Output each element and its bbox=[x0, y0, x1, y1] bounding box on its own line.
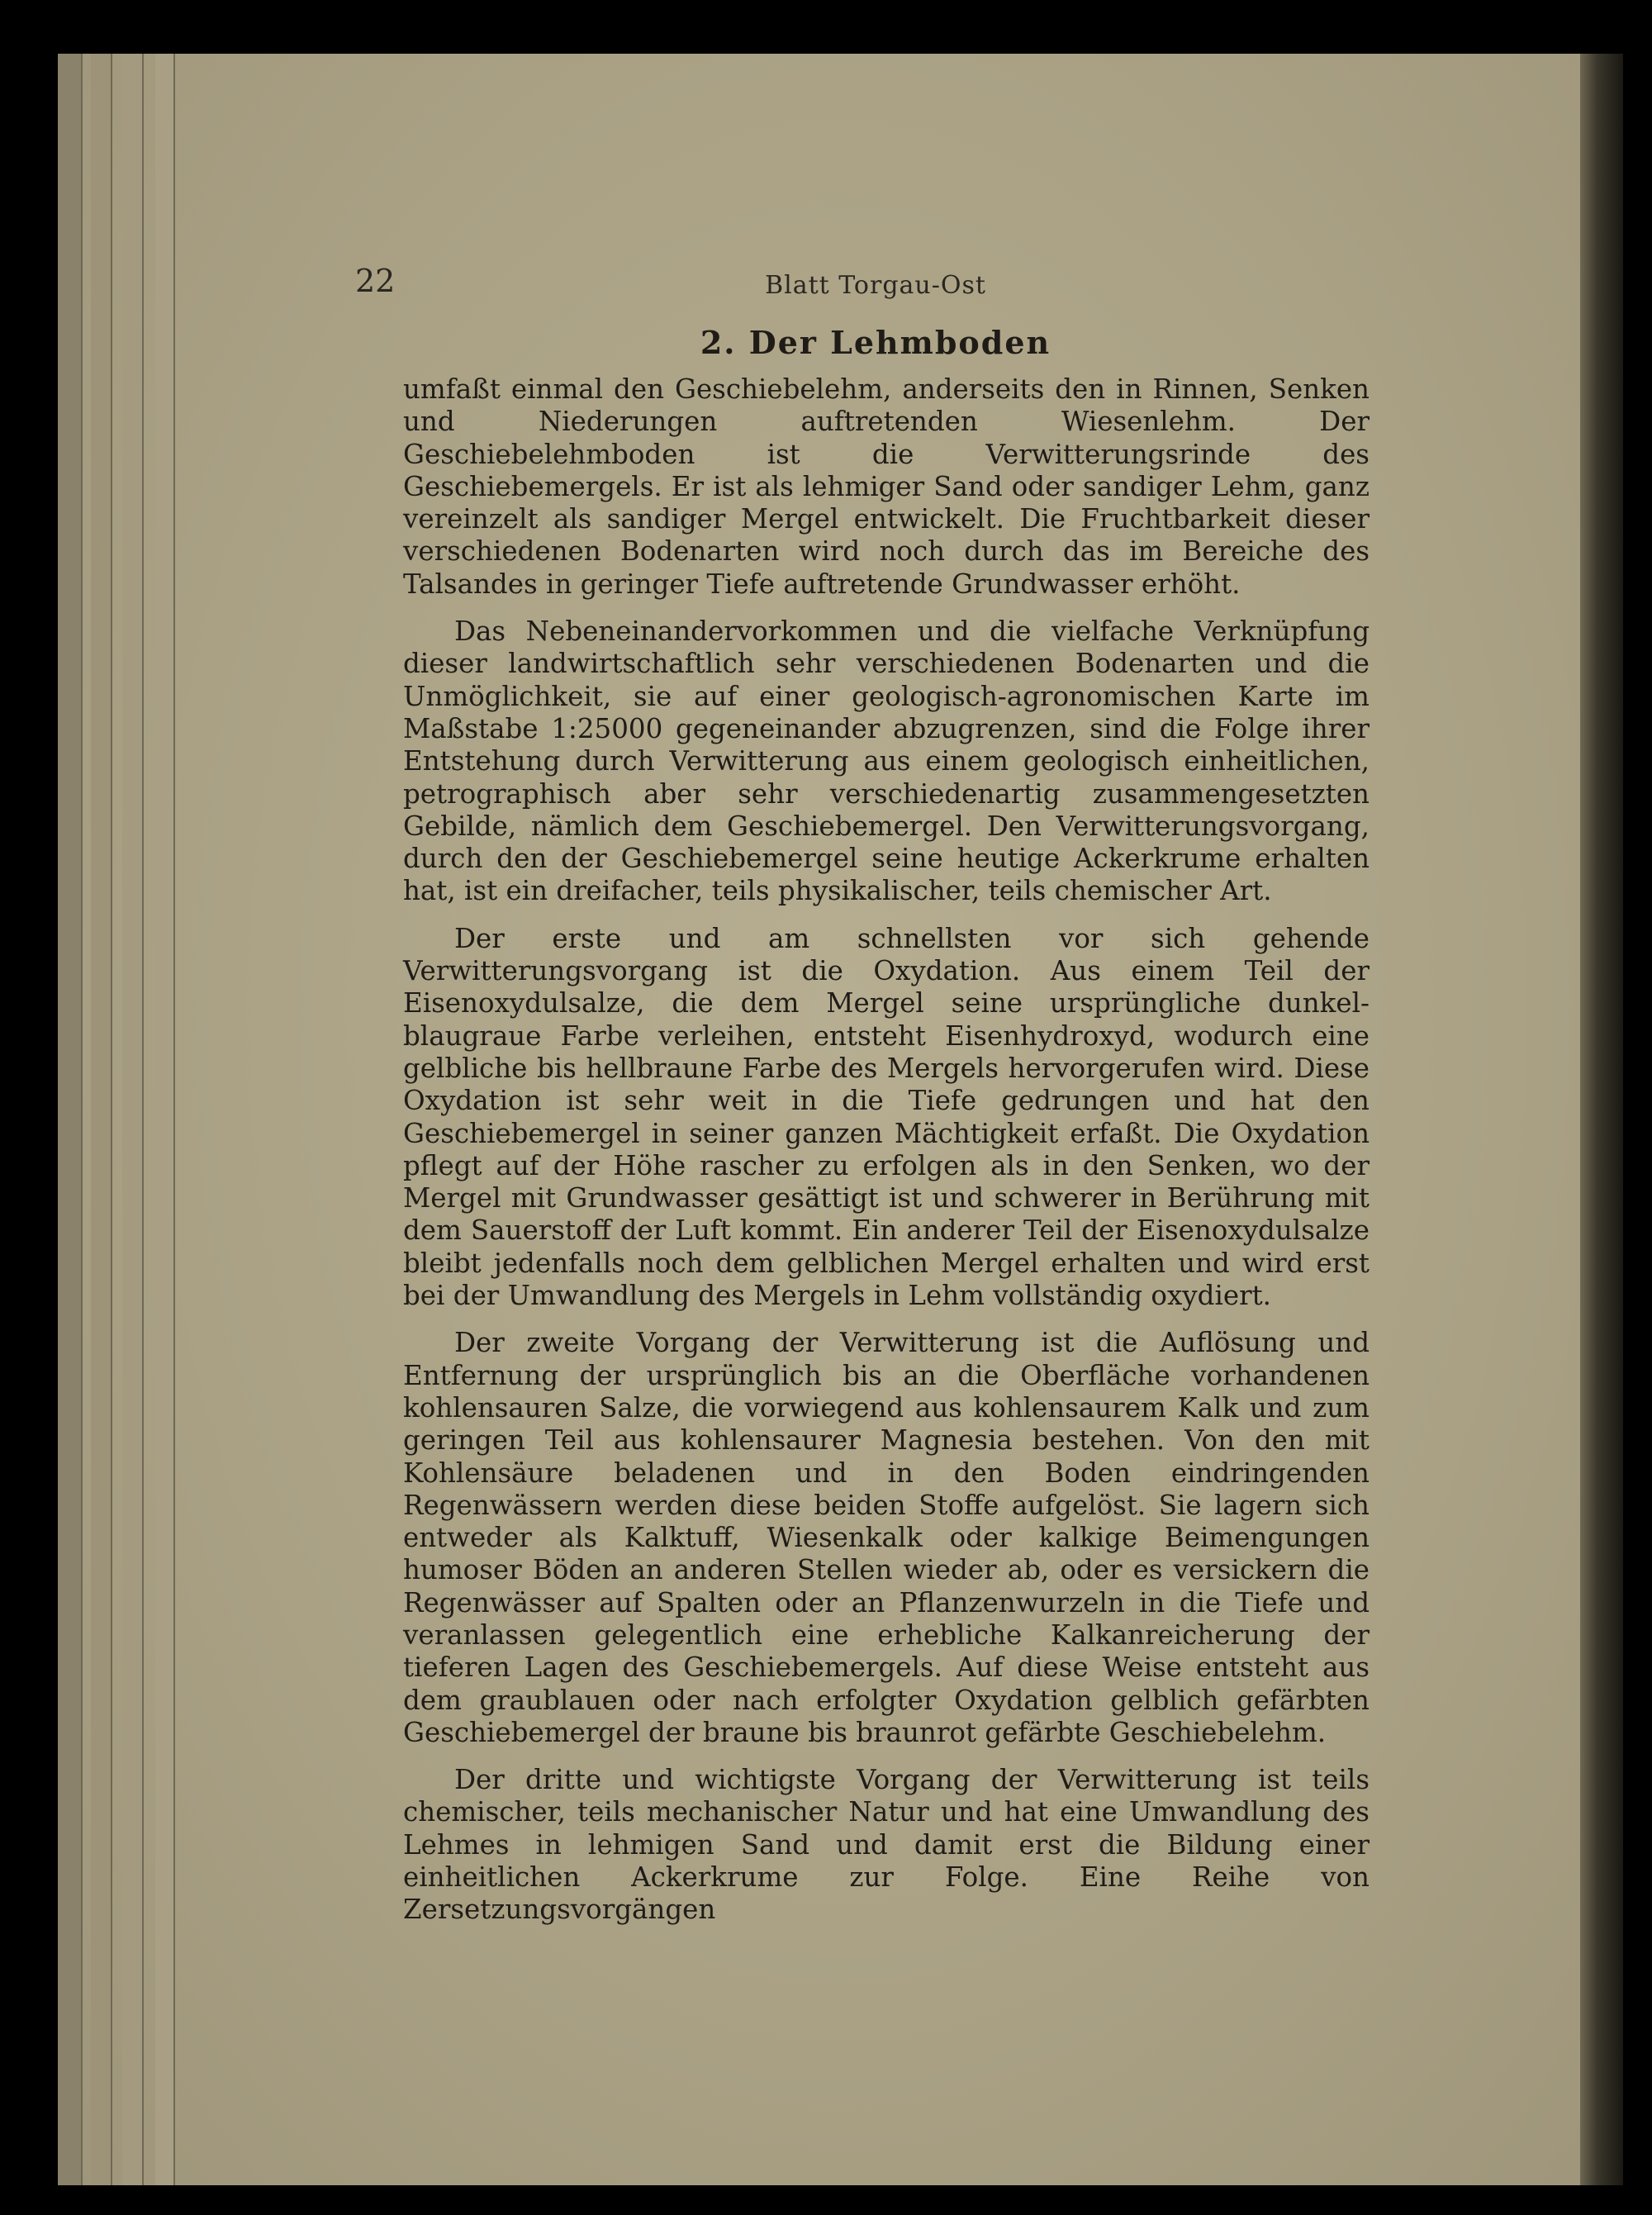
paragraph: Der zweite Vorgang der Verwitterung ist die Auflösung und Entfernung der ursprünglich bis an die Oberfläche vorhandenen kohlensauren Salze, die vorwiegend aus kohlensaurem Kalk und zum geringen Teil aus kohlensaurer Magnesia bestehen. Von den mit Kohlensäure beladenen und in den Boden eindringenden Regenwässern werden diese beiden Stoffe aufgelöst. Sie lagern sich entweder als Kalktuff, Wiesenkalk oder kalkige Beimengungen humoser Böden an anderen Stellen wieder ab, oder es versickern die Regenwässer auf Spalten oder an Pflanzenwurzeln in die Tiefe und veranlassen gelegentlich eine erhebliche Kalkanreicherung der tieferen Lagen des Geschiebemergels. Auf diese Weise entsteht aus dem graublauen oder nach erfolgter Oxydation gelblich gefärbten Geschiebemergel der braune bis braunrot gefärbte Geschiebelehm. bbox=[403, 1327, 1370, 1748]
paragraph: Der dritte und wichtigste Vorgang der Verwitterung ist teils chemischer, teils mechanischer Natur und hat eine Umwandlung des Lehmes in lehmigen Sand und damit erst die Bildung einer einheitlichen Ackerkrume zur Folge. Eine Reihe von Zersetzungsvorgängen bbox=[403, 1764, 1370, 1926]
book-binding bbox=[1580, 54, 1623, 2185]
page-edge bbox=[91, 54, 112, 2185]
paragraph: umfaßt einmal den Geschiebelehm, anderseits den in Rinnen, Senken und Niederungen auftretenden Wiesenlehm. Der Geschiebelehmboden ist die Verwitterungsrinde des Geschiebemergels. Er ist als lehmiger Sand oder sandiger Lehm, ganz vereinzelt als sandiger Mergel entwickelt. Die Fruchtbarkeit dieser verschiedenen Bodenarten wird noch durch das im Bereiche des Talsandes in geringer Tiefe auftretende Grundwasser erhöht. bbox=[403, 373, 1370, 600]
page-edge bbox=[122, 54, 144, 2185]
paragraph: Das Nebeneinandervorkommen und die vielfache Verknüpfung dieser landwirtschaftlich sehr verschiedenen Bodenarten und die Unmöglichkeit, sie auf einer geologisch-agronomischen Karte im Maßstabe 1:25000 gegeneinander abzugrenzen, sind die Folge ihrer Entstehung durch Verwitterung aus einem geologisch einheitlichen, petrographisch aber sehr verschiedenartig zusammengesetzten Gebilde, nämlich dem Geschiebemergel. Den Verwitterungsvorgang, durch den der Geschiebemergel seine heutige Ackerkrume erhalten hat, ist ein dreifacher, teils physikalischer, teils chemischer Art. bbox=[403, 616, 1370, 907]
page-header bbox=[355, 263, 1396, 304]
page-edge bbox=[58, 54, 83, 2185]
paragraph: Der erste und am schnellsten vor sich gehende Verwitterungsvorgang ist die Oxydation. Aus einem Teil der Eisenoxydulsalze, die dem Mergel seine ursprüngliche dunkel-blaugraue Farbe verleihen, entsteht Eisenhydroxyd, wodurch eine gelbliche bis hellbraune Farbe des Mergels hervorgerufen wird. Diese Oxydation ist sehr weit in die Tiefe gedrungen und hat den Geschiebemergel in seiner ganzen Mächtigkeit erfaßt. Die Oxydation pflegt auf der Höhe rascher zu erfolgen als in den Senken, wo der Mergel mit Grundwasser gesättigt ist und schwerer in Berührung mit dem Sauerstoff der Luft kommt. Ein anderer Teil der Eisenoxydulsalze bleibt jedenfalls noch dem gelblichen Mergel erhalten und wird erst bei der Umwandlung des Mergels in Lehm vollständig oxydiert. bbox=[403, 922, 1370, 1312]
section-title: 2. Der Lehmboden bbox=[700, 324, 1051, 361]
body-text bbox=[403, 373, 1370, 1927]
page-number: 22 bbox=[355, 263, 396, 299]
running-head: Blatt Torgau-Ost bbox=[765, 271, 986, 300]
page-edge bbox=[155, 54, 175, 2185]
